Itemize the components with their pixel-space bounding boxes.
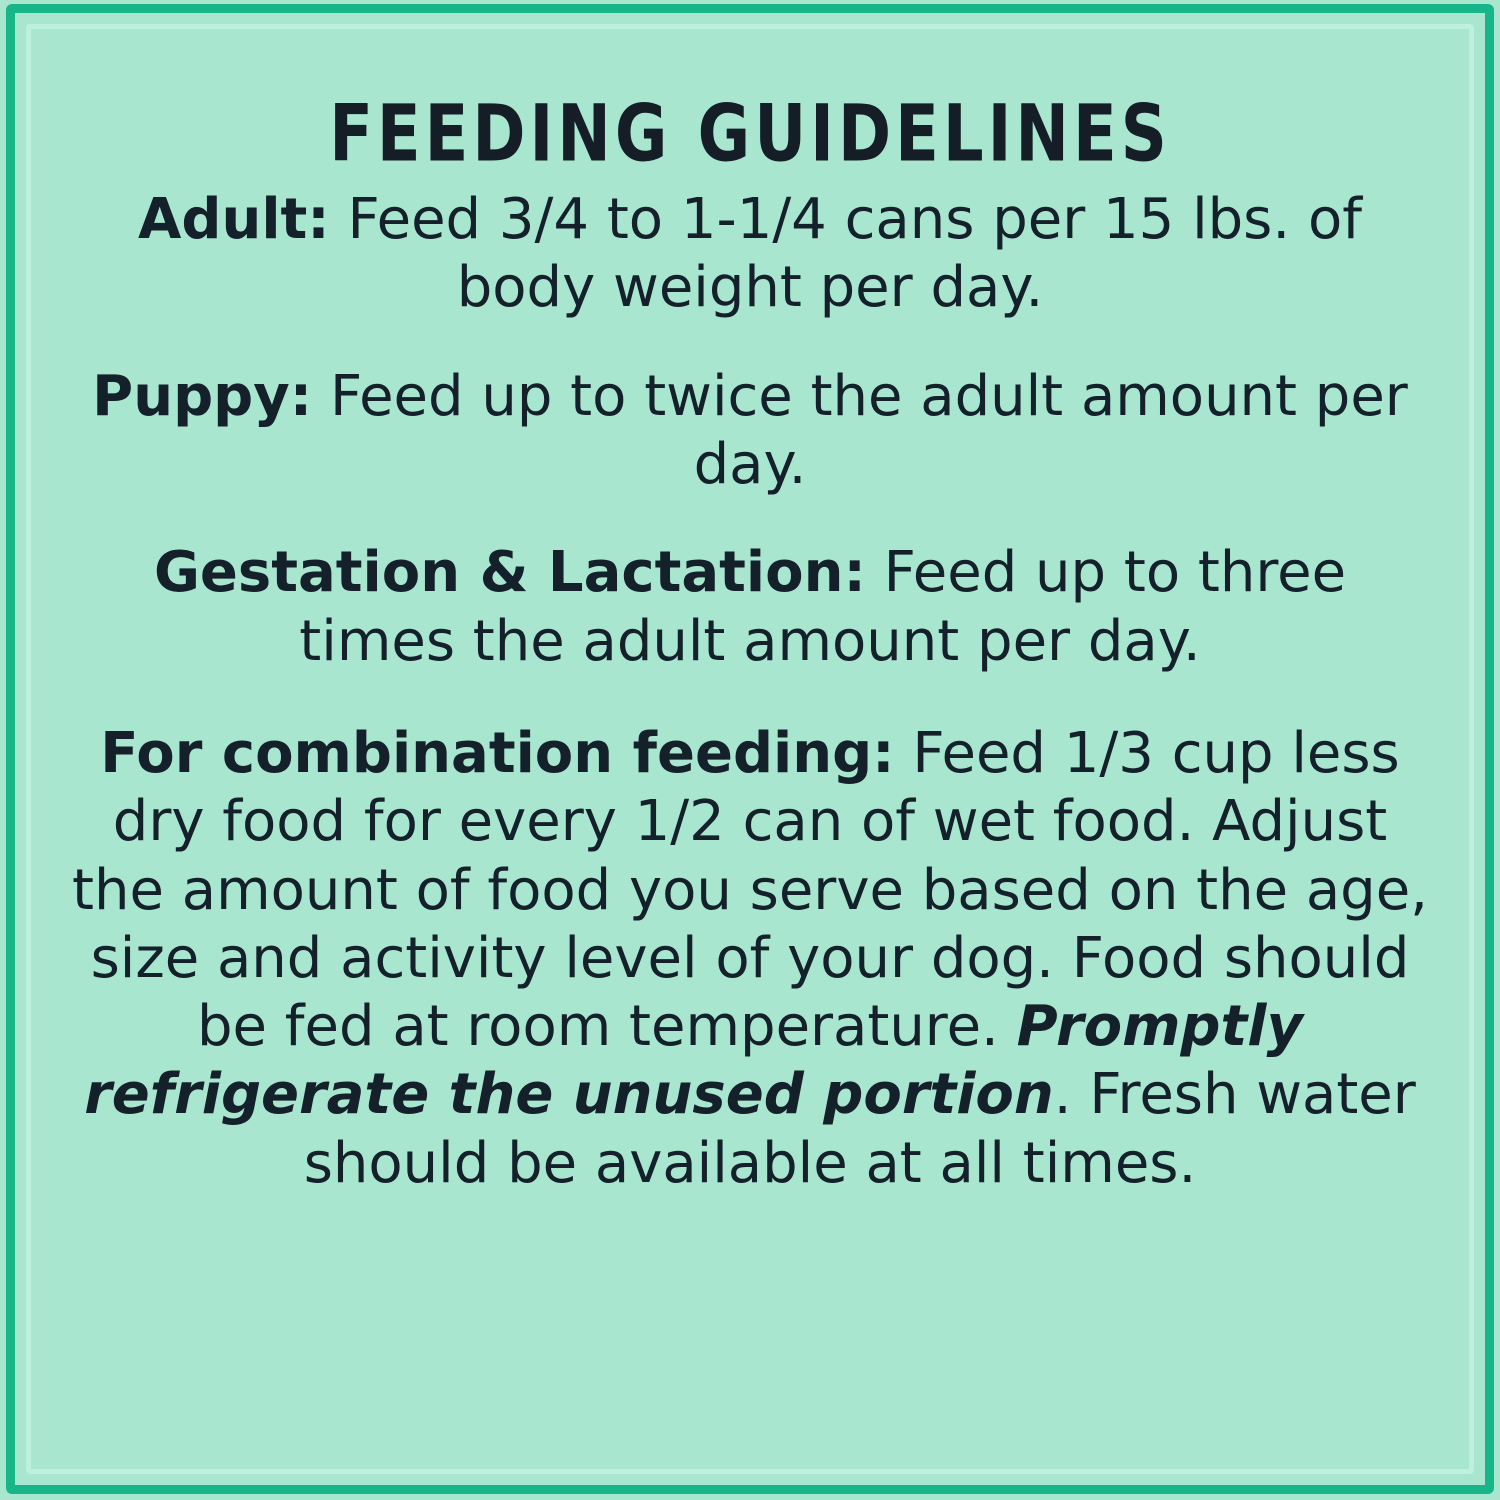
guideline-adult	[60, 186, 1440, 323]
guideline-gestation-lactation-text: Feed up to three times the adult amount per day.	[299, 540, 1347, 674]
guideline-combination-text-after: . Fresh water should be available at all times.	[303, 1062, 1416, 1196]
guideline-puppy-label: Puppy:	[92, 363, 313, 429]
guideline-combination-text-before: Feed 1/3 cup less dry food for every 1/2 can of wet food. Adjust the amount of food you serve based on the age, size and activity level of your dog. Food should be fed at room temperature.	[72, 720, 1428, 1060]
guideline-combination-feeding	[60, 720, 1440, 1198]
guideline-puppy-text: Feed up to twice the adult amount per day.	[312, 363, 1408, 497]
guideline-puppy	[60, 363, 1440, 500]
guideline-adult-label: Adult:	[138, 187, 330, 252]
guideline-adult-text: Feed 3/4 to 1-1/4 cans per 15 lbs. of body weight per day.	[329, 187, 1362, 321]
page-title: FEEDING GUIDELINES	[329, 89, 1171, 181]
guideline-combination-label: For combination feeding:	[100, 720, 895, 786]
guideline-gestation-lactation-label: Gestation & Lactation:	[153, 540, 866, 606]
guideline-combination-emphasis: Promptly refrigerate the unused portion	[84, 994, 1303, 1128]
guideline-gestation-lactation	[60, 539, 1440, 676]
panel-content	[60, 89, 1440, 1198]
